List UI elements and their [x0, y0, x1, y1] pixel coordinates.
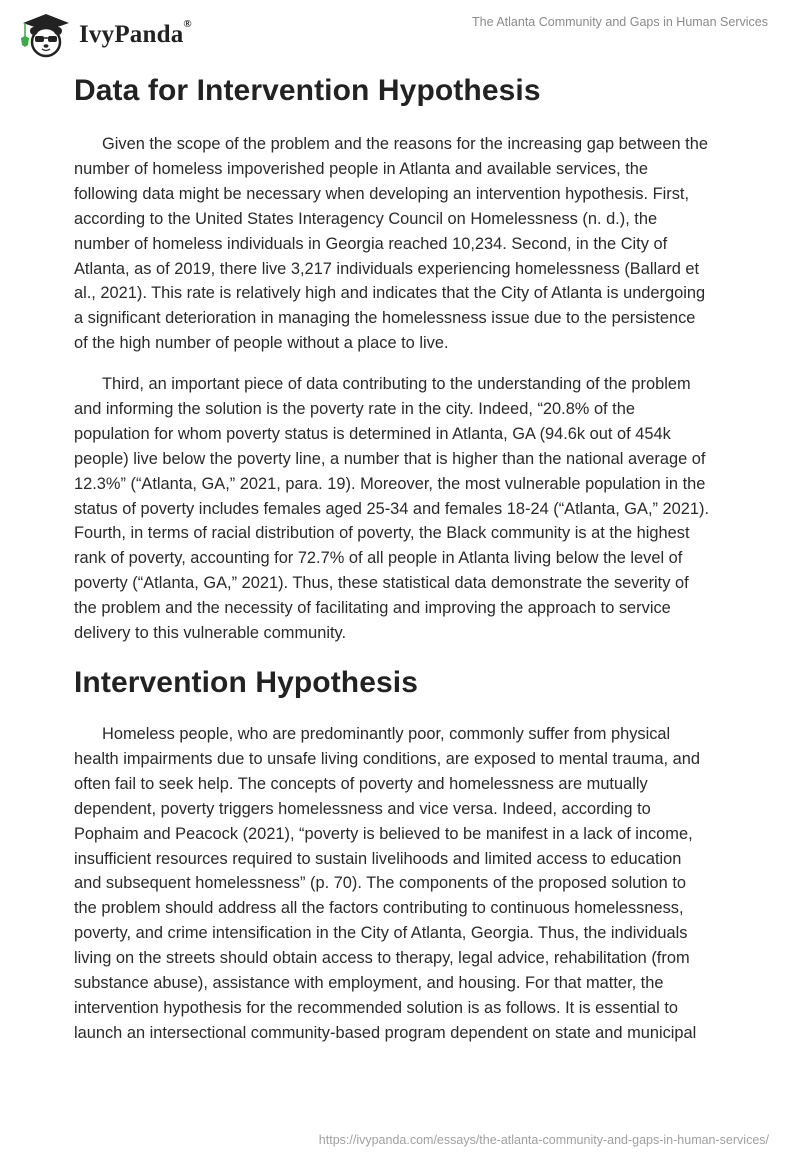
text-line: poverty, and crime intensification in the City of Atlanta, Georgia. Thus, the individuals: [74, 924, 688, 943]
text-line: health impairments due to unsafe living conditions, are exposed to mental trauma, and: [74, 749, 700, 768]
text-line: al., 2021). This rate is relatively high and indicates that the City of Atlanta is undergoing: [74, 284, 706, 303]
brand-logo[interactable]: [17, 12, 192, 58]
text-line: living on the streets should obtain access to therapy, legal advice, rehabilitation (from: [74, 949, 690, 968]
text-line: delivery to this vulnerable community.: [74, 624, 347, 643]
text-line: Fourth, in terms of racial distribution of poverty, the Black community is at the highest: [74, 524, 690, 543]
source-url-link[interactable]: https://ivypanda.com/essays/the-atlanta-community-and-gaps-in-human-services/: [318, 1133, 769, 1147]
text-line: following data might be necessary when developing an intervention hypothesis. First,: [74, 184, 690, 203]
brand-name: IvyPanda®: [79, 18, 192, 48]
text-line: and subsequent homelessness” (p. 70). The components of the proposed solution to: [74, 874, 686, 893]
text-line: Third, an important piece of data contributing to the understanding of the problem: [102, 375, 691, 393]
text-line: Atlanta, as of 2019, there live 3,217 individuals experiencing homelessness (Ballard et: [74, 259, 700, 278]
text-line: poverty (“Atlanta, GA,” 2021). Thus, these statistical data demonstrate the severity of: [74, 574, 689, 593]
paragraph: [74, 372, 742, 646]
text-line: insufficient resources required to sustain livelihoods and limited access to education: [74, 849, 682, 868]
text-line: according to the United States Interagency Council on Homelessness (n. d.), the: [74, 209, 658, 228]
document-title: The Atlanta Community and Gaps in Human Services: [472, 15, 768, 29]
text-line: number of homeless impoverished people in Atlanta and available services, the: [74, 159, 649, 178]
text-line: status of poverty includes females aged 25-34 and females 18-24 (“Atlanta, GA,” 2021).: [74, 499, 710, 518]
text-line: substance abuse), assistance with employment, and housing. For that matter, the: [74, 974, 664, 993]
text-line: population for whom poverty status is determined in Atlanta, GA (94.6k out of 454k: [74, 424, 671, 443]
page-header: [0, 0, 800, 60]
text-line: Pophaim and Peacock (2021), “poverty is believed to be manifest in a lack of income,: [74, 824, 693, 843]
text-line: of the high number of people without a place to live.: [74, 334, 449, 353]
text-line: number of homeless individuals in Georgia reached 10,234. Second, in the City of: [74, 234, 668, 253]
section-heading-data: Data for Intervention Hypothesis: [74, 74, 541, 107]
text-line: 12.3%” (“Atlanta, GA,” 2021, para. 19). Moreover, the most vulnerable population in the: [74, 474, 706, 493]
text-line: a significant deterioration in managing the homelessness issue due to the persistence: [74, 309, 696, 328]
text-line: rank of poverty, accounting for 72.7% of all people in Atlanta living below the level of: [74, 549, 683, 568]
text-line: people) live below the poverty line, a number that is higher than the national average of: [74, 449, 706, 468]
text-line: launch an intersectional community-based program dependent on state and municipal: [74, 1023, 697, 1042]
text-line: Given the scope of the problem and the reasons for the increasing gap between the: [102, 135, 708, 153]
panda-graduate-icon: [17, 12, 75, 58]
text-line: Homeless people, who are predominantly poor, commonly suffer from physical: [102, 725, 671, 743]
text-line: the problem and the necessity of facilitating and improving the approach to service: [74, 599, 671, 618]
section-heading-intervention: Intervention Hypothesis: [74, 666, 419, 699]
text-line: the problem should address all the factors contributing to continuous homelessness,: [74, 899, 684, 918]
text-line: intervention hypothesis for the recommended solution is as follows. It is essential to: [74, 998, 679, 1017]
text-line: and informing the solution is the poverty rate in the city. Indeed, “20.8% of the: [74, 399, 635, 418]
paragraph: [74, 132, 742, 356]
text-line: dependent, poverty triggers homelessness and vice versa. Indeed, according to: [74, 799, 651, 818]
registered-mark: ®: [183, 18, 192, 30]
text-line: often fail to seek help. The concepts of poverty and homelessness are mutually: [74, 774, 648, 793]
paragraph: [74, 722, 742, 1046]
